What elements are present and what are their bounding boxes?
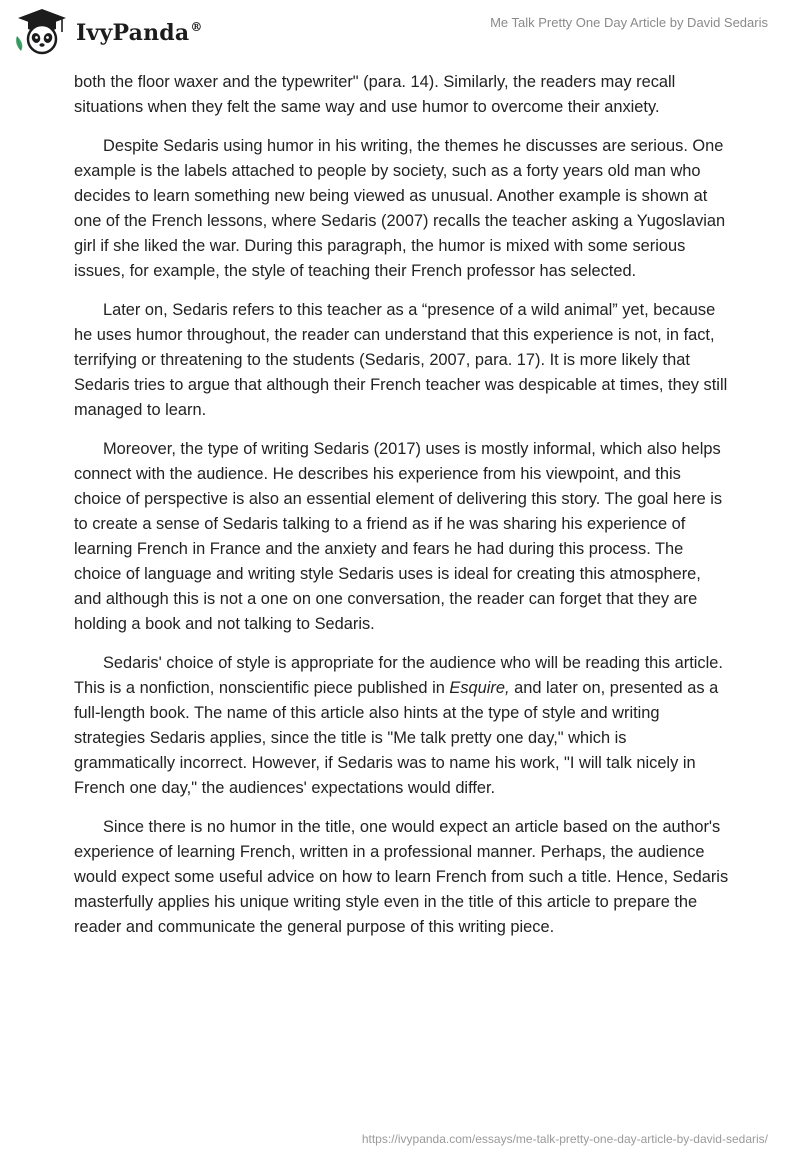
panda-graduate-icon [12,6,72,56]
publication-name: Esquire, [449,679,510,697]
article-body [74,70,730,954]
document-title: Me Talk Pretty One Day Article by David Sedaris [490,15,768,30]
paragraph-5 [74,651,730,801]
paragraph-4: Moreover, the type of writing Sedaris (2017) uses is mostly informal, which also helps connect with the audience. He describes his experience from his viewpoint, and this choice of perspective is also an essential element of delivering this story. The goal here is to create a sense of Sedaris talking to a friend as if he was sharing his experience of learning French in France and the anxiety and fears he had during this process. The choice of language and writing style Sedaris uses is ideal for creating this atmosphere, and although this is not a one on one conversation, the reader can forget that they are holding a book and not talking to Sedaris. [74,440,723,633]
paragraph-2: Despite Sedaris using humor in his writing, the themes he discusses are serious. One example is the labels attached to people by society, such as a forty years old man who decides to learn something new being viewed as unusual. Another example is shown at one of the French lessons, where Sedaris (2007) recalls the teacher asking a Yugoslavian girl if she liked the war. During this paragraph, the humor is mixed with some serious issues, for example, the style of teaching their French professor has selected. [74,137,726,280]
logo-text: IvyPanda® [76,20,203,46]
page-header [0,0,800,60]
paragraph-5-text-before: Sedaris' choice of style is appropriate for the audience who will be reading this article. This is a nonfiction, nonscientific piece published in [74,654,723,697]
source-url[interactable]: https://ivypanda.com/essays/me-talk-pretty-one-day-article-by-david-sedaris/ [361,1132,768,1146]
paragraph-6: Since there is no humor in the title, one would expect an article based on the author's experience of learning French, written in a professional manner. Perhaps, the audience would expect some useful advice on how to learn French from such a title. Hence, Sedaris masterfully applies his unique writing style even in the title of this article to prepare the reader and communicate the general purpose of this writing piece. [74,818,729,936]
paragraph-1: both the floor waxer and the typewriter" (para. 14). Similarly, the readers may recall situations when they felt the same way and use humor to overcome their anxiety. [74,73,676,116]
ivypanda-logo[interactable] [12,6,203,56]
registered-mark: ® [190,20,203,34]
paragraph-5-text-after: and later on, presented as a full-length book. The name of this article also hints at the type of style and writing strategies Sedaris applies, since the title is "Me talk pretty one day," which is grammatically incorrect. However, if Sedaris was to name his work, "I will talk nicely in French one day," the audiences' expectations would differ. [74,679,719,797]
paragraph-3: Later on, Sedaris refers to this teacher as a “presence of a wild animal” yet, because he uses humor throughout, the reader can understand that this experience is not, in fact, terrifying or threatening to the students (Sedaris, 2007, para. 17). It is more likely that Sedaris tries to argue that although their French teacher was despicable at times, they still managed to learn. [74,301,728,419]
